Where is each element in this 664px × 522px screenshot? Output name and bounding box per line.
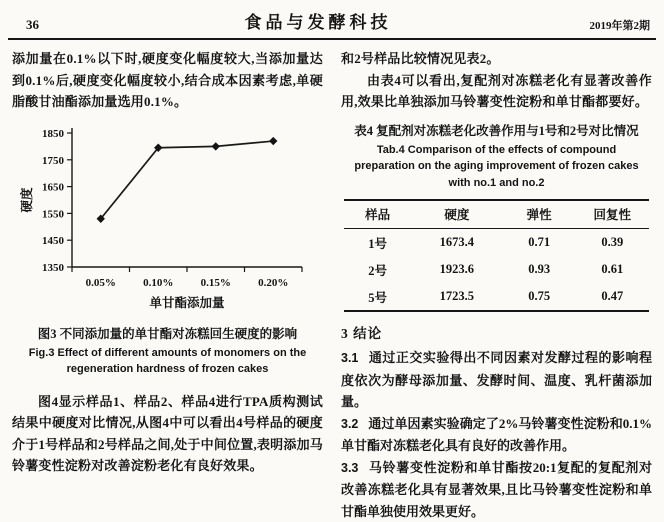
section-heading-conclusion: 3 结论 [341,322,652,342]
conclusion-text: 马铃薯变性淀粉和单甘酯按20:1复配的复配剂对改善冻糕老化具有显著效果,且比马铃薯变性淀粉和单甘酯单独使用效果更好。 [341,460,652,519]
issue-label: 2019年第2期 [540,17,650,33]
paragraph-table4-discussion: 由表4可以看出,复配剂对冻糕老化有显著改善作用,效果比单独添加马铃薯变性淀粉和单甘酯都要好。 [341,70,652,113]
cell-sample1-resilience: 0.39 [576,229,649,257]
cell-sample2-springiness: 0.93 [503,256,576,283]
table4-header-springiness: 弹性 [503,200,576,229]
table4-header-sample: 样品 [344,200,411,229]
conclusion-item-3-1 [341,347,652,413]
svg-text:1450: 1450 [42,235,65,247]
svg-text:1850: 1850 [42,128,65,140]
svg-text:1550: 1550 [42,208,65,220]
article-body [0,40,664,522]
svg-text:0.15%: 0.15% [200,277,230,289]
svg-text:硬度: 硬度 [19,187,34,213]
cell-sample1-springiness: 0.71 [503,229,576,257]
paragraph-sample-comparison: 和2号样品比较情况见表2。 [341,48,652,70]
page-header [0,0,664,36]
svg-text:0.10%: 0.10% [143,277,173,289]
conclusion-item-3-3 [341,457,652,522]
svg-text:单甘酯添加量: 单甘酯添加量 [149,295,225,310]
table-row [344,256,649,283]
conclusion-text: 通过单因素实验确定了2%马铃薯变性淀粉和0.1%单甘酯对冻糕老化具有良好的改善作用。 [341,416,652,454]
page-number: 36 [26,17,96,33]
table4-header-resilience: 回复性 [576,200,649,229]
cell-sample2: 2号 [344,256,411,283]
conclusion-number: 3.3 [341,461,358,475]
svg-text:1350: 1350 [42,262,65,274]
cell-sample1: 1号 [344,229,411,257]
cell-sample5-hardness: 1723.5 [411,283,502,311]
conclusion-item-3-2 [341,413,652,457]
conclusion-number: 3.2 [341,417,358,431]
svg-text:1750: 1750 [42,154,65,166]
conclusion-number: 3.1 [341,351,358,365]
table4 [344,199,649,312]
journal-title: 食品与发酵科技 [96,8,540,33]
cell-sample5: 5号 [344,283,411,311]
svg-text:0.20%: 0.20% [258,277,288,289]
table4-caption-zh: 表4 复配剂对冻糕老化改善作用与1号和2号对比情况 [341,121,652,139]
right-column [341,48,652,522]
left-column [12,48,323,522]
table-row [344,283,649,311]
cell-sample5-resilience: 0.47 [576,283,649,311]
paragraph-monoglyceride-dosage: 添加量在0.1%以下时,硬度变化幅度较大,当添加量达到0.1%后,硬度变化幅度较小,结合成本因素考虑,单硬脂酸甘油酯添加量选用0.1%。 [12,48,323,113]
table4-header-row [344,200,649,229]
conclusion-text: 通过正交实验得出不同因素对发酵过程的影响程度依次为酵母添加量、发酵时间、温度、乳杆菌添加量。 [341,350,652,409]
table-row [344,229,649,257]
cell-sample2-resilience: 0.61 [576,256,649,283]
table4-header-hardness: 硬度 [411,200,502,229]
figure3-caption-en: Fig.3 Effect of different amounts of monomers on the regeneration hardness of frozen cakes [24,345,311,377]
figure3-line-chart [12,119,323,320]
cell-sample2-hardness: 1923.6 [411,256,502,283]
figure3-chart-svg [18,119,318,315]
svg-text:1650: 1650 [42,181,65,193]
table4-caption-en: Tab.4 Comparison of the effects of compound preparation on the aging improvement of frozen cakes with no.1 and no.2 [347,142,646,192]
cell-sample1-hardness: 1673.4 [411,229,502,257]
svg-text:0.05%: 0.05% [85,277,115,289]
cell-sample5-springiness: 0.75 [503,283,576,311]
figure3-caption-zh: 图3 不同添加量的单甘酯对冻糕回生硬度的影响 [12,324,323,342]
paragraph-figure4-discussion: 图4显示样品1、样品2、样品4进行TPA质构测试结果中硬度对比情况,从图4中可以看出4号样品的硬度介于1号样品和2号样品之间,处于中间位置,表明添加马铃薯变性淀粉对改善淀粉老化有良好效果。 [12,391,323,477]
